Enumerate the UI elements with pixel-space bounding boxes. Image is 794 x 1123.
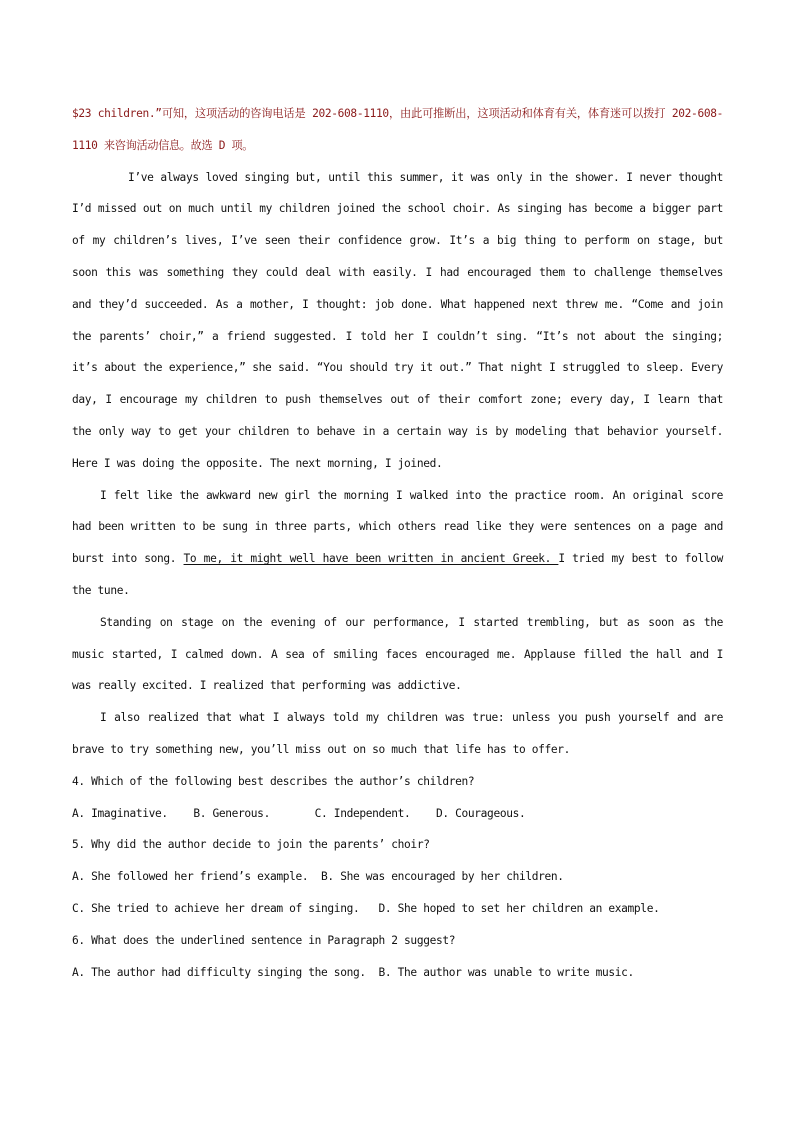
underlined-sentence: To me, it might well have been written in ancient Greek.: [183, 552, 559, 566]
passage-paragraph-3: Standing on stage on the evening of our performance, I started trembling, but as soon as the music started, I calmed down. A sea of smiling faces encouraged me. Applause filled the hall and I was really excited. I realized that performing was addictive.: [72, 615, 723, 693]
passage-paragraph-1: I’ve always loved singing but, until this summer, it was only in the shower. I never thought I’d missed out on much until my children joined the school choir. As singing has become a bigger part of my children’s lives, I’ve seen their confidence grow. It’s a big thing to perform on stage, but soon this was something they could deal with easily. I had encouraged them to challenge themselves and they’d succeeded. As a mother, I thought: job done. What happened next threw me. “Come and join the parents’ choir,” a friend suggested. I told her I couldn’t sing. “It’s not about the singing; it’s about the experience,” she said. “You should try it out.” That night I struggled to sleep. Every day, I encourage my children to push themselves out of their comfort zone; every day, I learn that the only way to get your children to behave in a certain way is by modeling that behavior yourself. Here I was doing the opposite. The next morning, I joined.: [72, 170, 723, 470]
question-5-options-row-2: C. She tried to achieve her dream of singing. D. She hoped to set her children an example.: [72, 901, 660, 915]
passage-paragraph-4: I also realized that what I always told my children was true: unless you push yourself and are brave to try something new, you’ll miss out on so much that life has to offer.: [72, 711, 723, 756]
passage-paragraph-2-start: I felt like the awkward new girl the morning I walked into the practice room. An original score had been written to be sung in three parts, which others read like they were sentences on a page and burst into song.: [72, 488, 723, 566]
question-5-stem: 5. Why did the author decide to join the parents’ choir?: [72, 838, 430, 852]
question-4-options: A. Imaginative. B. Generous. C. Independent. D. Courageous.: [72, 806, 526, 820]
document-page: [72, 98, 723, 988]
answer-explanation: $23 children.”可知，这项活动的咨询电话是 202-608-1110，由此可推断出，这项活动和体育有关，体育迷可以拨打 202-608-1110 来咨询活动信息。故选 D 项。: [72, 107, 723, 152]
question-6-stem: 6. What does the underlined sentence in Paragraph 2 suggest?: [72, 933, 456, 947]
question-4-stem: 4. Which of the following best describes the author’s children?: [72, 774, 475, 788]
question-6-options-row-1: A. The author had difficulty singing the song. B. The author was unable to write music.: [72, 965, 634, 979]
passage-paragraph-2: [72, 480, 723, 607]
passage-paragraph-2-end: I tried my best to follow the tune.: [72, 552, 723, 597]
question-5-options-row-1: A. She followed her friend’s example. B. She was encouraged by her children.: [72, 870, 564, 884]
